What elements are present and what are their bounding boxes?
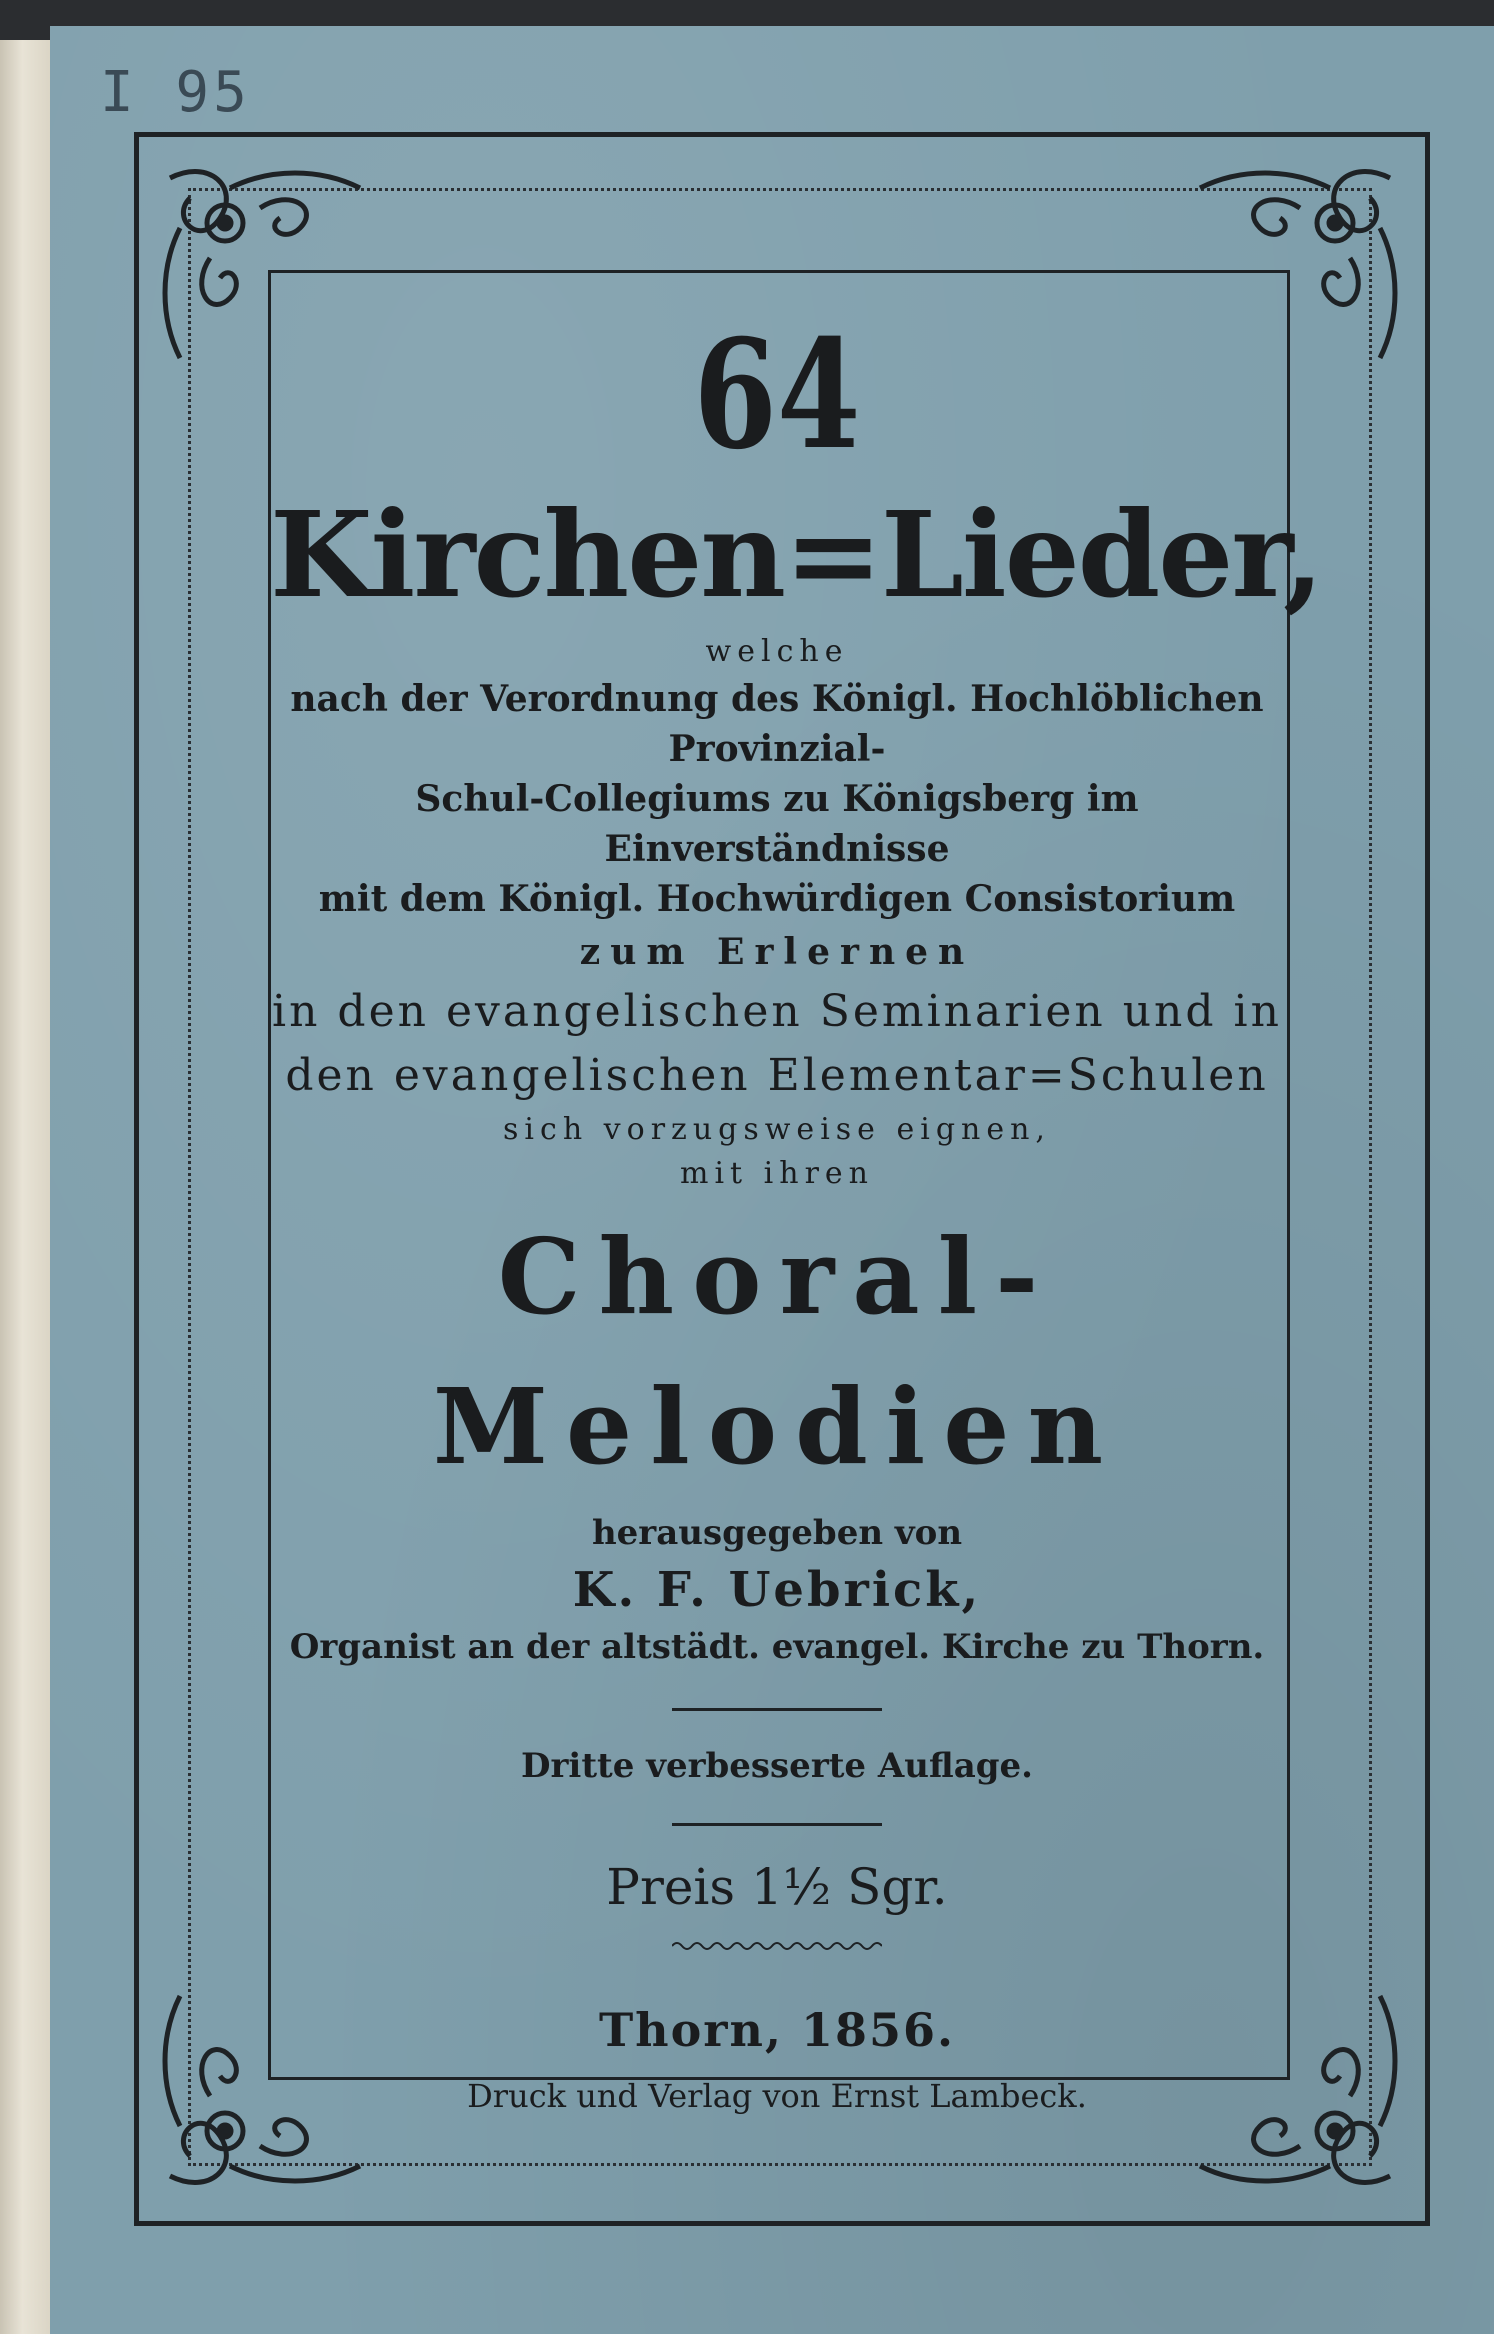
subtitle-line-4: zum Erlernen: [579, 931, 975, 973]
place-and-year: Thorn, 1856.: [598, 2003, 956, 2057]
subtitle-line-1: nach der Verordnung des Königl. Hochlöblichen Provinzial-: [290, 678, 1264, 770]
printer-imprint: Druck und Verlag von Ernst Lambeck.: [467, 2077, 1087, 2115]
price: Preis 1½ Sgr.: [606, 1858, 948, 1916]
author-name: K. F. Uebrick,: [572, 1562, 982, 1618]
subtitle-line-2: Schul-Collegiums zu Königsberg im Einverständnisse: [415, 778, 1139, 870]
shelfmark-annotation: I 95: [100, 60, 251, 125]
subtitle-line-5: in den evangelischen Seminarien und in: [272, 986, 1282, 1037]
hymn-count: 64: [693, 307, 861, 483]
edition-note: Dritte verbesserte Auflage.: [521, 1746, 1033, 1786]
subtitle-line-6: den evangelischen Elementar=Schulen: [285, 1050, 1269, 1101]
welche-line: welche: [705, 634, 849, 669]
subtitle-line-3: mit dem Königl. Hochwürdigen Consistorium: [318, 878, 1236, 920]
choral-title: Choral-Melodien: [432, 1215, 1122, 1488]
title-page-text: [270, 290, 1323, 2120]
main-title: Kirchen=Lieder,: [270, 485, 1323, 624]
divider-rule-1: [672, 1708, 882, 1711]
editor-intro: herausgegeben von: [591, 1513, 963, 1553]
author-role: Organist an der altstädt. evangel. Kirche zu Thorn.: [289, 1627, 1265, 1667]
subtitle-line-7: sich vorzugsweise eignen,: [503, 1112, 1051, 1147]
divider-rule-2: [672, 1823, 882, 1826]
wavy-divider-icon: [672, 1940, 882, 1952]
subtitle-line-8: mit ihren: [680, 1156, 874, 1191]
book-spine-edge: [0, 40, 56, 2334]
